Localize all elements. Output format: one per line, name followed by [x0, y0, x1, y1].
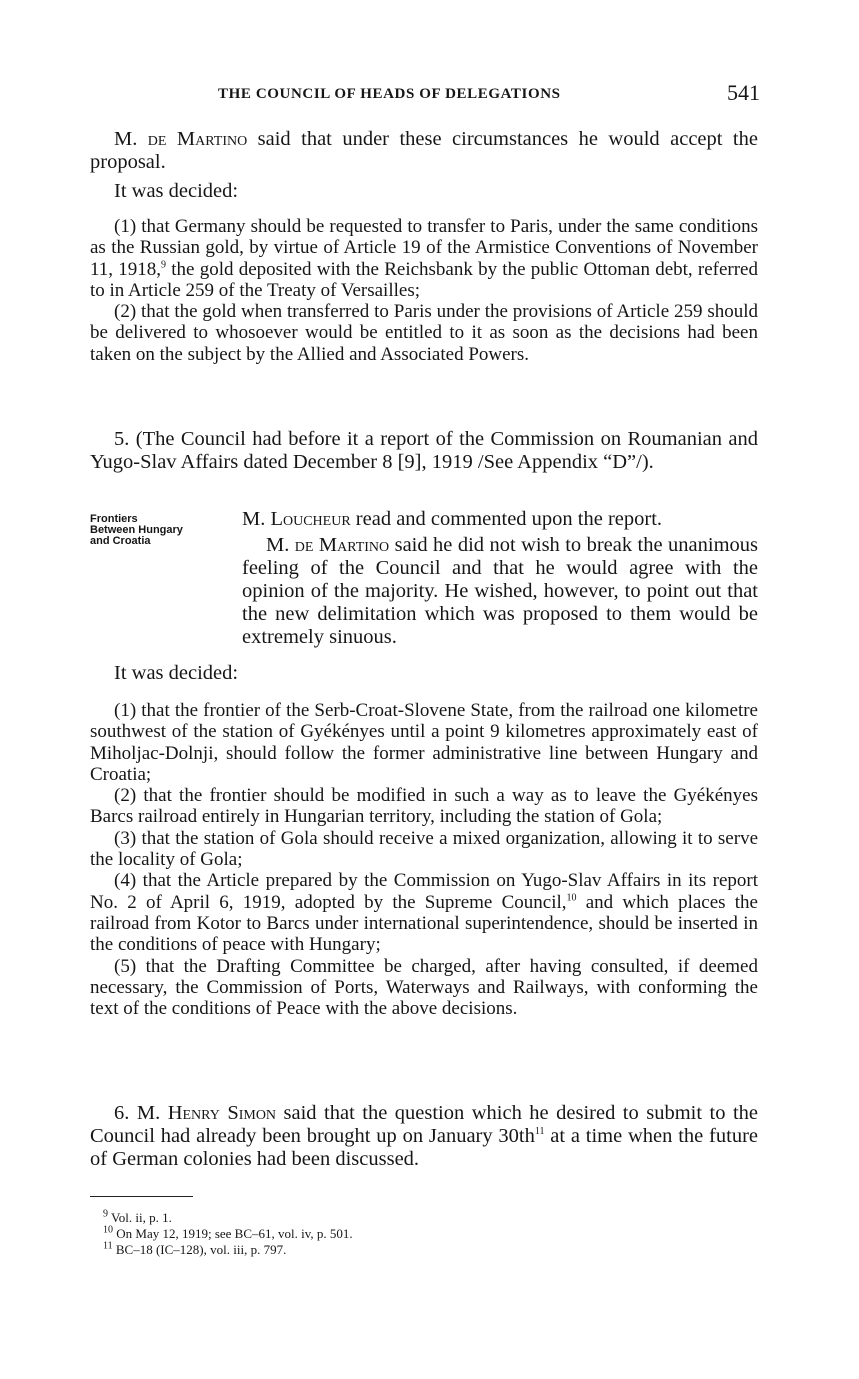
margin-note-line: Frontiers — [90, 513, 138, 525]
speaker-name: M. Henry Simon — [136, 1102, 277, 1124]
decision-list-2 — [90, 700, 758, 1019]
list-item: (2) that the gold when transferred to Paris under the provisions of Article 259 should be delivered to whosoever would be entitled to it as soon as the decisions had been taken on the subject by the Allied and Associated Powers. — [90, 301, 758, 365]
footnote — [103, 1242, 603, 1258]
paragraph-loucheur — [242, 508, 758, 531]
footnote-ref: 11 — [534, 1126, 545, 1138]
speaker-name: M. Loucheur — [242, 508, 351, 530]
paragraph-text: read and commented upon the report. — [350, 508, 663, 530]
margin-note — [90, 514, 230, 547]
footnote-text: On May 12, 1919; see BC–61, vol. iv, p. 501. — [116, 1226, 353, 1241]
paragraph-number: 6. — [114, 1102, 137, 1124]
list-item: (3) that the station of Gola should receive a mixed organization, allowing it to serve the locality of Gola; — [90, 827, 758, 871]
list-item-text: and which places the railroad from Kotor to Barcs under international superintendence, should be inserted in the conditions of peace with Hungary; — [90, 891, 758, 956]
list-item-text: the gold deposited with the Reichsbank by the public Ottoman debt, referred to in Article 259 of the Treaty of Versailles; — [90, 258, 758, 301]
list-item: (1) that the frontier of the Serb-Croat-Slovene State, from the railroad one kilometre southwest of the station of Gyékényes until a point 9 kilometres approximately east of Miholjac-Dolnji, should follow the former administrative line between Hungary and Croatia; — [90, 700, 758, 785]
list-item-text: (4) that the Article prepared by the Commission on Yugo-Slav Affairs in its report No. 2 of April 6, 1919, adopted by the Supreme Council, — [90, 870, 758, 913]
footnote — [103, 1226, 603, 1242]
footnote-ref: 10 — [566, 892, 577, 904]
decision-intro: It was decided: — [114, 662, 239, 684]
footnote-mark: 11 — [103, 1240, 113, 1252]
paragraph-text: said he did not wish to break the unanimous feeling of the Council and that he would agree with the opinion of the majority. He wished, however, to point out that the new delimitation which was proposed to them would be extremely sinuous. — [242, 534, 758, 648]
page-number: 541 — [727, 80, 760, 105]
paragraph-text: said that under these circumstances he would accept the proposal. — [90, 128, 758, 173]
decision-list-1 — [90, 216, 758, 365]
footnote-mark: 9 — [103, 1208, 108, 1220]
list-item: (2) that the frontier should be modified in such a way as to leave the Gyékényes Barcs railroad entirely in Hungarian territory, including the station of Gola; — [90, 785, 758, 828]
paragraph-text: at a time when the future of German colonies had been discussed. — [90, 1125, 758, 1170]
margin-note-line: Between Hungary — [90, 524, 183, 536]
footnote-divider — [90, 1196, 193, 1197]
footnote-mark: 10 — [103, 1224, 113, 1236]
list-item: (5) that the Drafting Committee be charged, after having consulted, if deemed necessary, the Commission of Ports, Waterways and Railways, with conforming the text of the conditions of Peace with the above decisions. — [90, 955, 758, 1020]
list-item — [90, 870, 758, 955]
paragraph-text: said that the question which he desired to submit to the Council had already been brought up on January 30th — [90, 1102, 758, 1147]
margin-note-line: and Croatia — [90, 535, 151, 547]
footnote — [103, 1210, 603, 1226]
running-head: THE COUNCIL OF HEADS OF DELEGATIONS — [218, 86, 561, 102]
page-header — [90, 80, 760, 112]
footnotes — [103, 1210, 603, 1258]
paragraph-item-5 — [90, 428, 758, 474]
paragraph-text: 5. (The Council had before it a report of the Commission on Roumanian and Yugo-Slav Affairs dated December 8 [9], 1919 /See Appendix “D”/). — [90, 428, 758, 473]
decision-intro: It was decided: — [114, 180, 239, 202]
speaker-name: M. de Martino — [266, 534, 390, 556]
paragraph-martino-frontier — [242, 534, 758, 649]
list-item-text: (1) that Germany should be requested to transfer to Paris, under the same conditions as the Russian gold, by virtue of Article 19 of the Armistice Conventions of November 11, 1918, — [90, 216, 758, 280]
footnote-text: BC–18 (IC–128), vol. iii, p. 797. — [115, 1242, 287, 1257]
list-item — [90, 216, 758, 301]
speaker-name: M. de Martino — [114, 128, 248, 150]
paragraph-martino-accept — [90, 128, 758, 174]
paragraph-item-6 — [90, 1102, 758, 1171]
footnote-ref: 9 — [161, 259, 167, 271]
footnote-text: Vol. ii, p. 1. — [111, 1210, 172, 1225]
